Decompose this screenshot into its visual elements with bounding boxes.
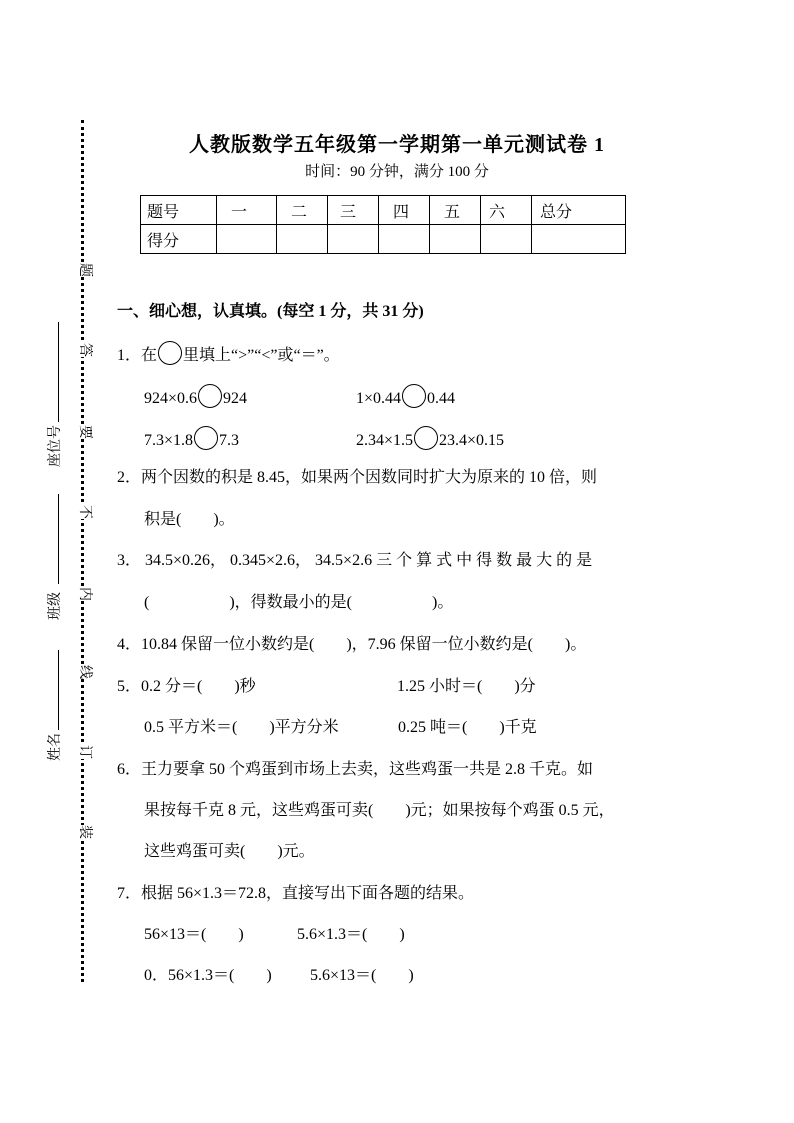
expr-right: 7.3 bbox=[219, 432, 240, 449]
margin-char: 内 bbox=[77, 587, 92, 601]
question-7-item: 56×13＝( ) bbox=[144, 926, 244, 943]
question-2-line: 2．两个因数的积是 8.45，如果两个因数同时扩大为原来的 10 倍，则 bbox=[117, 469, 598, 486]
name-label: 姓名 bbox=[48, 733, 63, 761]
class-label: 班级 bbox=[48, 592, 63, 620]
question-1-item-b bbox=[356, 384, 455, 408]
score-input-cell[interactable] bbox=[532, 225, 626, 254]
expr-left: 2.34×1.5 bbox=[356, 432, 414, 449]
score-input-cell[interactable] bbox=[277, 225, 328, 254]
question-2-line: 积是( )。 bbox=[144, 511, 235, 528]
expr-right: 924 bbox=[223, 390, 248, 407]
answer-circle[interactable] bbox=[194, 426, 218, 450]
score-table-score-label: 得分 bbox=[141, 225, 217, 254]
question-1-stem bbox=[117, 341, 340, 365]
name-line bbox=[58, 650, 59, 730]
score-table-header-cell: 四 bbox=[379, 196, 430, 225]
score-table bbox=[140, 195, 626, 254]
margin-char: 要 bbox=[77, 425, 92, 439]
compare-circle-icon bbox=[158, 341, 182, 365]
question-7-item: 0．56×1.3＝( ) bbox=[144, 967, 272, 984]
expr-left: 1×0.44 bbox=[356, 390, 402, 407]
answer-circle[interactable] bbox=[414, 426, 438, 450]
question-5-item: 5．0.2 分＝( )秒 bbox=[117, 678, 256, 695]
question-3-line: ( )，得数最小的是( )。 bbox=[144, 594, 454, 611]
question-5-item: 1.25 小时＝( )分 bbox=[397, 678, 536, 695]
question-6-line: 这些鸡蛋可卖( )元。 bbox=[144, 843, 315, 860]
binding-dotted-line bbox=[81, 120, 84, 982]
expr-left: 7.3×1.8 bbox=[144, 432, 194, 449]
score-input-cell[interactable] bbox=[217, 225, 277, 254]
question-5-item: 0.5 平方米＝( )平方分米 bbox=[144, 719, 339, 736]
score-table-header-cell: 三 bbox=[328, 196, 379, 225]
score-input-cell[interactable] bbox=[430, 225, 481, 254]
score-table-header-row bbox=[141, 196, 626, 225]
class-line bbox=[58, 494, 59, 584]
margin-char: 订 bbox=[77, 745, 92, 759]
seat-number-line bbox=[58, 322, 59, 422]
seat-number-label: 座位号 bbox=[48, 425, 63, 467]
score-table-header-cell: 六 bbox=[481, 196, 532, 225]
score-table-header-cell: 二 bbox=[277, 196, 328, 225]
question-6-line: 果按每千克 8 元，这些鸡蛋可卖( )元；如果按每个鸡蛋 0.5 元， bbox=[144, 802, 615, 819]
question-3-line: 3． 34.5×0.26， 0.345×2.6， 34.5×2.6 三 个 算 式 中 得 数 最 大 的 是 bbox=[117, 552, 593, 569]
question-7-line: 7．根据 56×1.3＝72.8，直接写出下面各题的结果。 bbox=[117, 885, 475, 902]
page-title: 人教版数学五年级第一学期第一单元测试卷 1 bbox=[189, 134, 605, 156]
score-table-score-row bbox=[141, 225, 626, 254]
margin-char: 装 bbox=[77, 825, 92, 839]
section-heading: 一、细心想，认真填。(每空 1 分，共 31 分) bbox=[117, 303, 424, 320]
question-7-item: 5.6×13＝( ) bbox=[310, 967, 414, 984]
question-1-item-a bbox=[144, 384, 247, 408]
score-input-cell[interactable] bbox=[379, 225, 430, 254]
page-subtitle: 时间：90 分钟，满分 100 分 bbox=[305, 164, 489, 180]
question-1-item-c bbox=[144, 426, 239, 450]
score-table-header-cell: 五 bbox=[430, 196, 481, 225]
question-5-item: 0.25 吨＝( )千克 bbox=[398, 719, 537, 736]
answer-circle[interactable] bbox=[402, 384, 426, 408]
score-input-cell[interactable] bbox=[481, 225, 532, 254]
margin-char: 线 bbox=[77, 665, 92, 679]
question-1-suffix: 里填上“>”“<”或“＝”。 bbox=[183, 347, 340, 364]
margin-char: 答 bbox=[77, 343, 92, 357]
score-input-cell[interactable] bbox=[328, 225, 379, 254]
margin-char: 不 bbox=[77, 505, 92, 519]
question-1-item-d bbox=[356, 426, 504, 450]
expr-right: 23.4×0.15 bbox=[439, 432, 505, 449]
question-6-line: 6．王力要拿 50 个鸡蛋到市场上去卖，这些鸡蛋一共是 2.8 千克。如 bbox=[117, 761, 594, 778]
question-7-item: 5.6×1.3＝( ) bbox=[297, 926, 405, 943]
expr-left: 924×0.6 bbox=[144, 390, 198, 407]
question-1-prefix: 1．在 bbox=[117, 347, 158, 364]
expr-right: 0.44 bbox=[427, 390, 456, 407]
score-table-header-cell: 一 bbox=[217, 196, 277, 225]
answer-circle[interactable] bbox=[198, 384, 222, 408]
score-table-header-cell: 总分 bbox=[532, 196, 626, 225]
question-4-line: 4．10.84 保留一位小数约是( )，7.96 保留一位小数约是( )。 bbox=[117, 636, 587, 653]
score-table-header-cell: 题号 bbox=[141, 196, 217, 225]
margin-char: 题 bbox=[77, 263, 92, 277]
